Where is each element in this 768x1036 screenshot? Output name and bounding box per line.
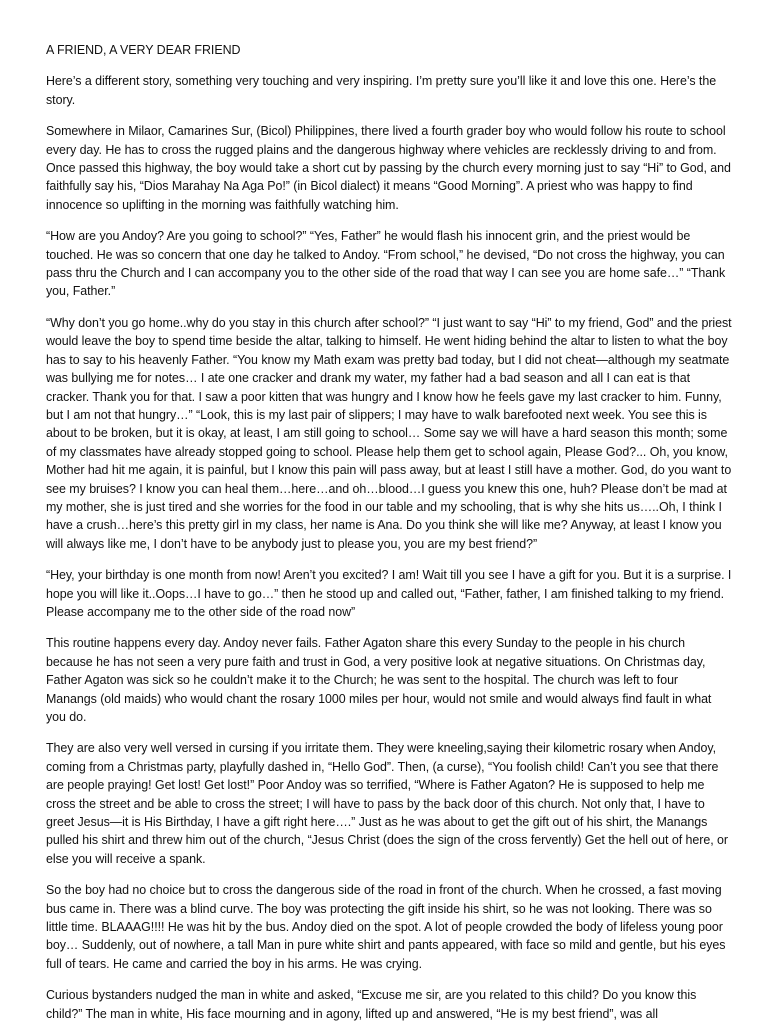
paragraph: “Hey, your birthday is one month from now! Aren’t you excited? I am! Wait till you see I have a gift for you. But it is a surprise. I hope you will like it..Oops…I have to go…” then he stood up and called out, “Father, father, I am finished talking to my friend. Please accompany me to the other side of the road now” — [46, 568, 732, 619]
paragraph: Here’s a different story, something very touching and very inspiring. I’m pretty sure you’ll like it and love this one. Here’s the story. — [46, 74, 717, 107]
document-page — [46, 41, 732, 1036]
paragraph: “Why don’t you go home..why do you stay in this church after school?” “I just want to say “Hi” to my friend, God” and the priest would leave the boy to spend time beside the altar, talking to himself. He went hiding behind the altar to listen to what the boy has to say to his heavenly Father. “You know my Math exam was pretty bad today, but I did not cheat—although my seatmate was bullying me for notes… I ate one cracker and drank my water, my father had a bad season and all I can eat is that cracker. Thank you for that. I saw a poor kitten that was hungry and I know how he feels gave my last cracker to him. Funny, but I am not that hungry…” “Look, this is my last pair of slippers; I may have to walk barefooted next week. You see this is about to be broken, but it is okay, at least, I am still going to school… Some say we will have a hard season this month; some of my classmates have already stopped going to school. Please help them get to school again, Please God?... Oh, you know, Mother had hit me again, it is painful, but I know this pain will pass away, but at least I still have a mother. God, do you want to see my bruises? I know you can heal them…here…and oh…blood…I guess you knew this one, huh? Please don’t be mad at my mother, she is just tired and she worries for the food in our table and my schooling, that is why she hits us…..Oh, I think I have a crush…here’s this pretty girl in my class, her name is Ana. Do you think she will like me? Anyway, at least I know you will always like me, I don’t have to be anybody just to please you, you are my best friend?” — [46, 315, 732, 551]
document-title: A FRIEND, A VERY DEAR FRIEND — [46, 43, 241, 57]
paragraph: Somewhere in Milaor, Camarines Sur, (Bicol) Philippines, there lived a fourth grader boy who would follow his route to school every day. He has to cross the rugged plains and the dangerous highway where vehicles are recklessly driving to and from. Once passed this highway, the boy would take a short cut by passing by the church every morning just to say “Hi” to God, and faithfully say his, “Dios Marahay Na Aga Po!” (in Bicol dialect) it means “Good Morning”. A priest who was happy to find innocence so uplifting in the morning was faithfully watching him. — [46, 124, 731, 212]
paragraph: “How are you Andoy? Are you going to school?” “Yes, Father” he would flash his innocent grin, and the priest would be touched. He was so concern that one day he talked to Andoy. “From school,” he devised, “Do not cross the highway, you can pass thru the Church and I can accompany you to the other side of the road that way I can see you are home safe…” “Thank you, Father.” — [46, 229, 726, 299]
paragraph: So the boy had no choice but to cross the dangerous side of the road in front of the church. When he crossed, a fast moving bus came in. There was a blind curve. The boy was protecting the gift inside his shirt, so he was not looking. There was so little time. BLAAAG!!!! He was hit by the bus. Andoy died on the spot. A lot of people crowded the body of lifeless young poor boy… Suddenly, out of nowhere, a tall Man in pure white shirt and pants appeared, with face so mild and gentle, but his eyes full of tears. He came and carried the boy in his arms. He was crying. — [46, 883, 726, 971]
paragraph: They are also very well versed in cursing if you irritate them. They were kneeling,saying their kilometric rosary when Andoy, coming from a Christmas party, playfully dashed in, “Hello God”. Then, (a curse), “You foolish child! Can’t you see that there are people praying! Get lost! Get lost!” Poor Andoy was so terrified, “Where is Father Agaton? He is supposed to help me cross the street and be able to cross the street; I will have to pass by the back door of this church. Not only that, I have to greet Jesus—it is His Birthday, I have a gift right here….” Just as he was about to get the gift out of his shirt, the Manangs pulled his shirt and threw him out of the church, “Jesus Christ (does the sign of the cross fervently) Get the hell out of here, or else you will receive a spank. — [46, 741, 728, 866]
paragraph: This routine happens every day. Andoy never fails. Father Agaton share this every Sunday to the people in his church because he has not seen a very pure faith and trust in God, a very positive look at negative situations. On Christmas day, Father Agaton was sick so he couldn’t make it to the Church; he was sent to the hospital. The church was left to four Manangs (old maids) who would chant the rosary 1000 miles per hour, would not smile and would always find fault in what you do. — [46, 636, 712, 724]
paragraph: Curious bystanders nudged the man in white and asked, “Excuse me sir, are you related to this child? Do you know this child?” The man in white, His face mourning and in agony, lifted up and answered, “He is my best friend”, was all — [46, 988, 697, 1021]
